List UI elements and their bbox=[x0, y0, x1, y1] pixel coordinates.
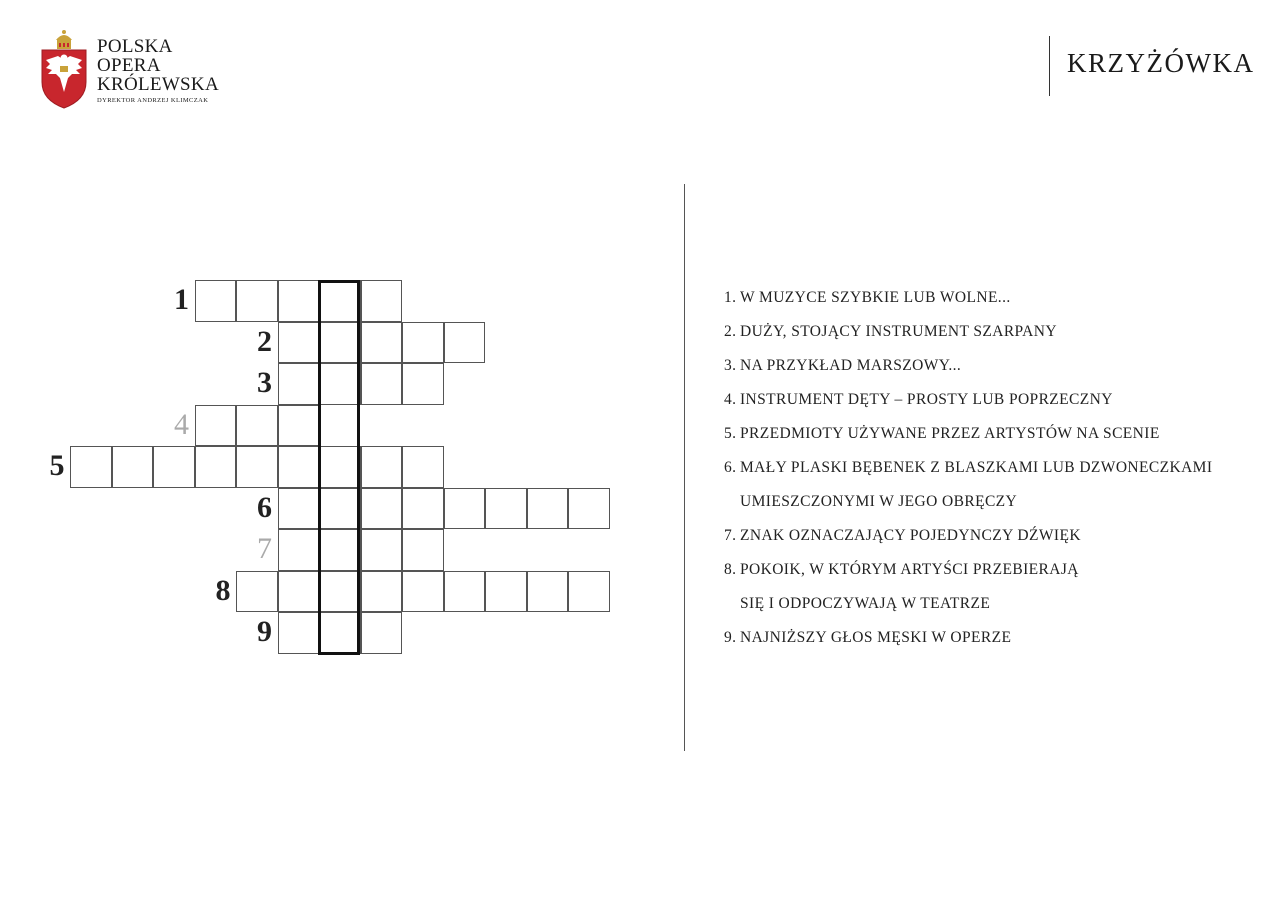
row-number-3: 3 bbox=[257, 366, 272, 399]
clue-line bbox=[724, 454, 1264, 488]
logo-line-1: POLSKA bbox=[97, 36, 173, 57]
clue-text: W MUZYCE SZYBKIE LUB WOLNE... bbox=[740, 289, 1011, 306]
crossword-cell[interactable] bbox=[236, 405, 278, 447]
row-number-1: 1 bbox=[174, 283, 189, 316]
clue-line bbox=[724, 522, 1264, 556]
crossword-cell[interactable] bbox=[278, 322, 320, 364]
crossword-cell[interactable] bbox=[278, 280, 320, 322]
center-divider bbox=[684, 184, 685, 751]
crossword-cell[interactable] bbox=[402, 488, 444, 530]
crossword-cell[interactable] bbox=[444, 571, 486, 613]
crossword-cell[interactable] bbox=[278, 363, 320, 405]
crossword-cell[interactable] bbox=[402, 446, 444, 488]
clue-text: ZNAK OZNACZAJĄCY POJEDYNCZY DŹWIĘK bbox=[740, 527, 1081, 544]
crossword-cell[interactable] bbox=[361, 571, 403, 613]
crown-icon bbox=[56, 30, 72, 49]
crossword-cell[interactable] bbox=[361, 322, 403, 364]
crossword-cell[interactable] bbox=[361, 280, 403, 322]
crossword-cell[interactable] bbox=[236, 571, 278, 613]
clue-line bbox=[724, 284, 1264, 318]
clue-line bbox=[724, 556, 1264, 590]
row-number-9: 9 bbox=[257, 615, 272, 648]
crossword-cell[interactable] bbox=[361, 488, 403, 530]
logo-director: DYREKTOR ANDRZEJ KLIMCZAK bbox=[97, 97, 209, 104]
crossword-cell[interactable] bbox=[402, 322, 444, 364]
crossword-cell[interactable] bbox=[278, 571, 320, 613]
crossword-cell[interactable] bbox=[527, 488, 569, 530]
crossword-cell[interactable] bbox=[485, 571, 527, 613]
crossword-cell[interactable] bbox=[361, 529, 403, 571]
crossword-cell[interactable] bbox=[361, 446, 403, 488]
crossword-cell[interactable] bbox=[568, 488, 610, 530]
crossword-cell[interactable] bbox=[402, 363, 444, 405]
header-divider bbox=[1049, 36, 1050, 96]
crossword-cell[interactable] bbox=[195, 446, 237, 488]
clue-line bbox=[724, 352, 1264, 386]
clue-number: 9. bbox=[724, 629, 737, 646]
crossword-cell[interactable] bbox=[278, 405, 320, 447]
crossword-cell[interactable] bbox=[278, 612, 320, 654]
logo-wordmark bbox=[97, 37, 219, 104]
row-number-6: 6 bbox=[257, 490, 272, 524]
crown-small-icon bbox=[60, 66, 68, 72]
logo-line-3: KRÓLEWSKA bbox=[97, 74, 219, 95]
clue-text: SIĘ I ODPOCZYWAJĄ W TEATRZE bbox=[740, 595, 991, 612]
clue-text: MAŁY PLASKI BĘBENEK Z BLASZKAMI LUB DZWONECZKAMI bbox=[740, 459, 1213, 476]
crossword-cell[interactable] bbox=[236, 446, 278, 488]
clue-text: UMIESZCZONYMI W JEGO OBRĘCZY bbox=[740, 493, 1018, 510]
crossword-cell[interactable] bbox=[319, 529, 361, 571]
row-number-5: 5 bbox=[49, 449, 65, 482]
row-number-8: 8 bbox=[215, 573, 231, 607]
clue-text: DUŻY, STOJĄCY INSTRUMENT SZARPANY bbox=[740, 323, 1057, 340]
clue-number: 6. bbox=[724, 459, 737, 476]
crossword-cell[interactable] bbox=[319, 280, 361, 322]
clue-text: PRZEDMIOTY UŻYWANE PRZEZ ARTYSTÓW NA SCENIE bbox=[740, 425, 1160, 442]
crossword-cell[interactable] bbox=[278, 529, 320, 571]
crossword-cell[interactable] bbox=[319, 322, 361, 364]
clue-text: NAJNIŻSZY GŁOS MĘSKI W OPERZE bbox=[740, 629, 1012, 646]
clue-number: 7. bbox=[724, 527, 737, 544]
clue-number: 8. bbox=[724, 561, 737, 578]
crossword-cell[interactable] bbox=[444, 488, 486, 530]
clue-line bbox=[724, 420, 1264, 454]
clue-number: 1. bbox=[724, 289, 737, 306]
row-number-4: 4 bbox=[174, 407, 189, 441]
clue-number: 5. bbox=[724, 425, 737, 442]
crossword-cell[interactable] bbox=[278, 488, 320, 530]
crossword-cell[interactable] bbox=[361, 612, 403, 654]
crossword-cell[interactable] bbox=[195, 280, 237, 322]
row-number-2: 2 bbox=[257, 324, 272, 358]
clue-number: 3. bbox=[724, 357, 737, 374]
page-title: KRZYŻÓWKA bbox=[1067, 48, 1255, 78]
crossword-cell[interactable] bbox=[319, 488, 361, 530]
crossword-cell[interactable] bbox=[112, 446, 154, 488]
crossword-cell[interactable] bbox=[527, 571, 569, 613]
clue-line bbox=[724, 386, 1264, 420]
crossword-cell[interactable] bbox=[444, 322, 486, 364]
clue-number: 4. bbox=[724, 391, 737, 408]
crossword-cell[interactable] bbox=[195, 405, 237, 447]
clue-number: 2. bbox=[724, 323, 737, 340]
logo-line-2: OPERA bbox=[97, 55, 161, 76]
crossword-cell[interactable] bbox=[153, 446, 195, 488]
clue-list bbox=[724, 284, 1264, 658]
crossword-cell[interactable] bbox=[319, 612, 361, 654]
clue-text: INSTRUMENT DĘTY – PROSTY LUB POPRZECZNY bbox=[740, 391, 1113, 408]
crossword-cell[interactable] bbox=[568, 571, 610, 613]
crossword-cell[interactable] bbox=[236, 280, 278, 322]
crossword-cell[interactable] bbox=[361, 363, 403, 405]
row-number-7: 7 bbox=[257, 532, 272, 565]
crossword-cell[interactable] bbox=[319, 571, 361, 613]
crossword-cell[interactable] bbox=[70, 446, 112, 488]
clue-line bbox=[724, 624, 1264, 658]
crossword-cell[interactable] bbox=[319, 363, 361, 405]
crossword-cell[interactable] bbox=[319, 446, 361, 488]
clue-line bbox=[724, 318, 1264, 352]
crossword-cell[interactable] bbox=[278, 446, 320, 488]
clue-text: POKOIK, W KTÓRYM ARTYŚCI PRZEBIERAJĄ bbox=[740, 561, 1079, 578]
crossword-cell[interactable] bbox=[485, 488, 527, 530]
crossword-cell[interactable] bbox=[402, 571, 444, 613]
opera-logo-emblem bbox=[38, 30, 90, 110]
clue-text: NA PRZYKŁAD MARSZOWY... bbox=[740, 357, 962, 374]
crossword-cell[interactable] bbox=[402, 529, 444, 571]
clue-line bbox=[724, 488, 1264, 522]
clue-line bbox=[724, 590, 1264, 624]
